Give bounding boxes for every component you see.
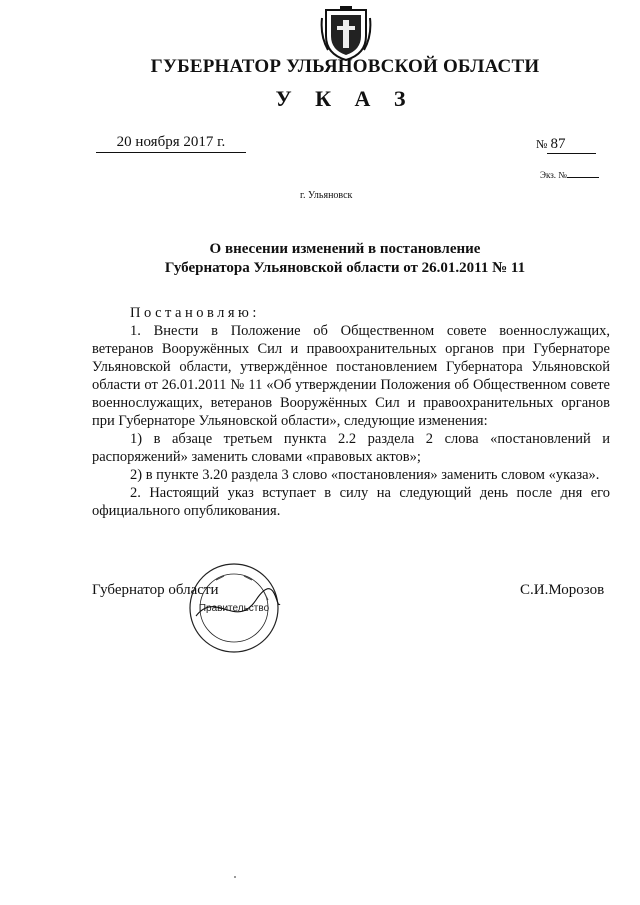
organization-title: ГУБЕРНАТОР УЛЬЯНОВСКОЙ ОБЛАСТИ	[150, 56, 540, 77]
city: г. Ульяновск	[300, 190, 353, 201]
document-number	[536, 136, 596, 154]
document-title	[150, 240, 540, 278]
number-value: 87	[547, 136, 596, 154]
title-line-1: О внесении изменений в постановление	[209, 241, 481, 257]
copy-blank	[567, 177, 599, 178]
body-paragraph-3: 2) в пункте 3.20 раздела 3 слово «постановления» заменить словом «указа».	[130, 467, 600, 483]
body-paragraph-4: 2. Настоящий указ вступает в силу на следующий день после дня его официального опубликования.	[92, 485, 610, 519]
stamp-text: Правительство	[198, 603, 270, 614]
official-stamp-icon	[186, 560, 282, 656]
document-date: 20 ноября 2017 г.	[96, 134, 246, 153]
body-paragraph-2: 1) в абзаце третьем пункта 2.2 раздела 2 слова «постановлений и распоряжений» заменить словами «правовых актов»;	[92, 431, 610, 465]
copy-label: Экз. №	[540, 170, 567, 180]
document-body	[92, 304, 610, 520]
body-lead: Постановляю:	[130, 305, 260, 321]
body-paragraph-1: 1. Внести в Положение об Общественном совете военнослужащих, ветеранов Вооружённых Сил и правоохранительных органов при Губернаторе Ульяновской области, утверждённое постановлением Губернатора Ульяновской области от 26.01.2011 № 11 «Об утверждении Положения об Общественном совете военнослужащих, ветеранов Вооружённых Сил и правоохранительных органов при Губернаторе Ульяновской области», следующие изменения:	[92, 323, 610, 429]
signatory-name: С.И.Морозов	[520, 582, 605, 598]
title-line-2: Губернатора Ульяновской области от 26.01.2011 № 11	[164, 260, 526, 276]
scan-artifact	[234, 876, 236, 878]
coat-of-arms-icon	[320, 6, 372, 62]
copy-number	[540, 170, 599, 180]
number-label: №	[536, 137, 548, 151]
signatory-position: Губернатор области	[92, 582, 219, 598]
document-type: У К А З	[275, 86, 415, 111]
